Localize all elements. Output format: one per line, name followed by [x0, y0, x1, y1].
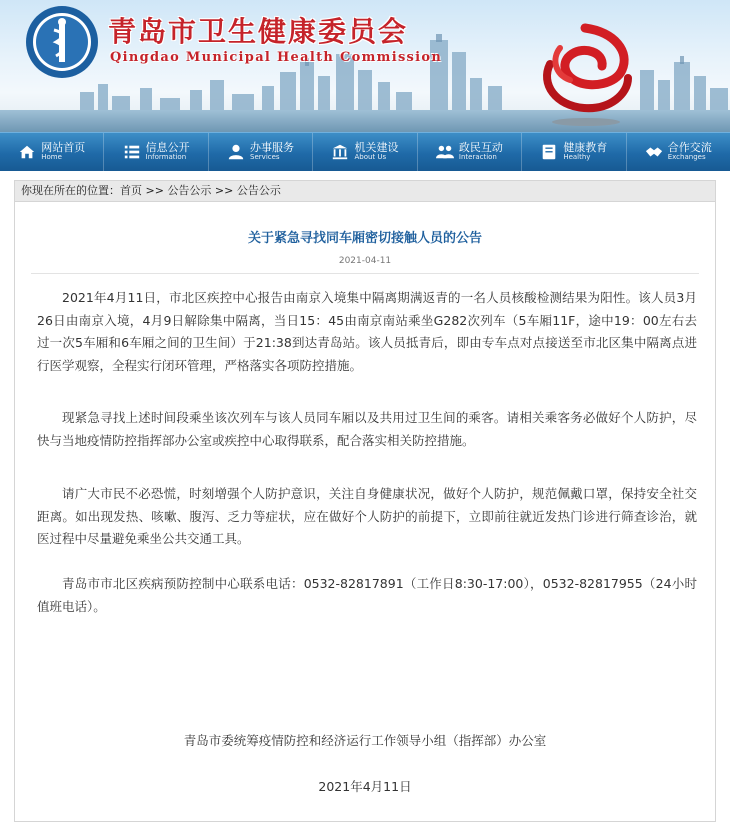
article-paragraph: 现紧急寻找上述时间段乘坐该次列车与该人员同车厢以及共用过卫生间的乘客。请相关乘客务必做好个人防护，尽快与当地疫情防控指挥部办公室或疾控中心取得联系，配合落实相关防控措施。 [37, 410, 697, 448]
breadcrumb-separator: >> [211, 184, 237, 197]
nav-item-exchanges[interactable] [627, 133, 730, 171]
breadcrumb-link-notices[interactable]: 公告公示 [167, 184, 212, 197]
site-title: 青岛市卫生健康委员会 [108, 15, 409, 48]
article-paragraph: 请广大市民不必恐慌，时刻增强个人防护意识，关注自身健康状况，做好个人防护，规范佩戴口罩，保持安全社交距离。如出现发热、咳嗽、腹泻、乏力等症状，应在做好个人防护的前提下，立即前往就近发热门诊进行筛查诊治，就医过程中尽量避免乘坐公共交通工具。 [37, 486, 697, 546]
breadcrumb-separator: >> [142, 184, 168, 197]
breadcrumb-prefix: 你现在所在的位置： [21, 184, 120, 197]
article-sign-date: 2021年4月11日 [318, 779, 412, 794]
site-banner [0, 0, 730, 132]
nav-item-sublabel: Information [145, 153, 187, 162]
nav-item-services[interactable] [209, 133, 313, 171]
article-paragraph: 青岛市市北区疾病预防控制中心联系电话：0532-82817891（工作日8:30-17:00），0532-82817955（24小时值班电话）。 [37, 576, 697, 614]
article-date: 2021-04-11 [338, 256, 392, 266]
nav-item-sublabel: Healthy [563, 153, 591, 162]
nav-item-label: 健康教育 [563, 141, 608, 155]
nav-item-home[interactable] [0, 133, 104, 171]
may-wind-sculpture-image [530, 18, 640, 128]
article-paragraph: 2021年4月11日，市北区疾控中心报告由南京入境集中隔离期满返青的一名人员核酸检测结果为阳性。该人员3月26日由南京入境，4月9日解除集中隔离，当日15：45由南京南站乘坐G282次列车（5车厢11F，途中19：00左右去过一次5车厢和6车厢之间的卫生间）于21:38到达青岛站。该人员抵青后，即由专车点对点接送至市北区集中隔离点进行医学观察，全程实行闭环管理，严格落实各项防控措施。 [37, 290, 697, 373]
list-icon [123, 143, 141, 161]
nav-item-sublabel: Services [250, 153, 280, 162]
nav-item-label: 机关建设 [354, 141, 399, 155]
nav-item-label: 信息公开 [145, 141, 190, 155]
article-title: 关于紧急寻找同车厢密切接触人员的公告 [247, 231, 482, 246]
group-icon [436, 143, 454, 161]
nav-item-sublabel: Exchanges [667, 153, 706, 162]
title-divider [31, 273, 699, 274]
nav-item-information[interactable] [104, 133, 208, 171]
nav-item-sublabel: About Us [354, 153, 387, 162]
building-icon [331, 143, 349, 161]
book-icon [540, 143, 558, 161]
breadcrumb [15, 181, 715, 202]
home-icon [18, 143, 36, 161]
nav-item-about-us[interactable] [313, 133, 417, 171]
nav-item-label: 办事服务 [250, 141, 295, 155]
nav-item-label: 网站首页 [41, 141, 86, 155]
article-container [14, 180, 716, 822]
nav-item-interaction[interactable] [418, 133, 522, 171]
nav-item-label: 政民互动 [458, 141, 503, 155]
main-nav [0, 132, 730, 171]
nav-item-label: 合作交流 [667, 141, 712, 155]
nav-item-sublabel: Interaction [458, 153, 497, 162]
handshake-icon [645, 143, 663, 161]
article-signature: 青岛市委统筹疫情防控和经济运行工作领导小组（指挥部）办公室 [183, 733, 547, 748]
person-icon [227, 143, 245, 161]
nav-item-healthy[interactable] [522, 133, 626, 171]
commission-logo[interactable] [24, 4, 100, 80]
site-subtitle: Qingdao Municipal Health Commission [110, 50, 443, 65]
nav-item-sublabel: Home [41, 153, 62, 162]
breadcrumb-link-notices-current[interactable]: 公告公示 [236, 184, 281, 197]
breadcrumb-link-home[interactable]: 首页 [120, 184, 142, 197]
